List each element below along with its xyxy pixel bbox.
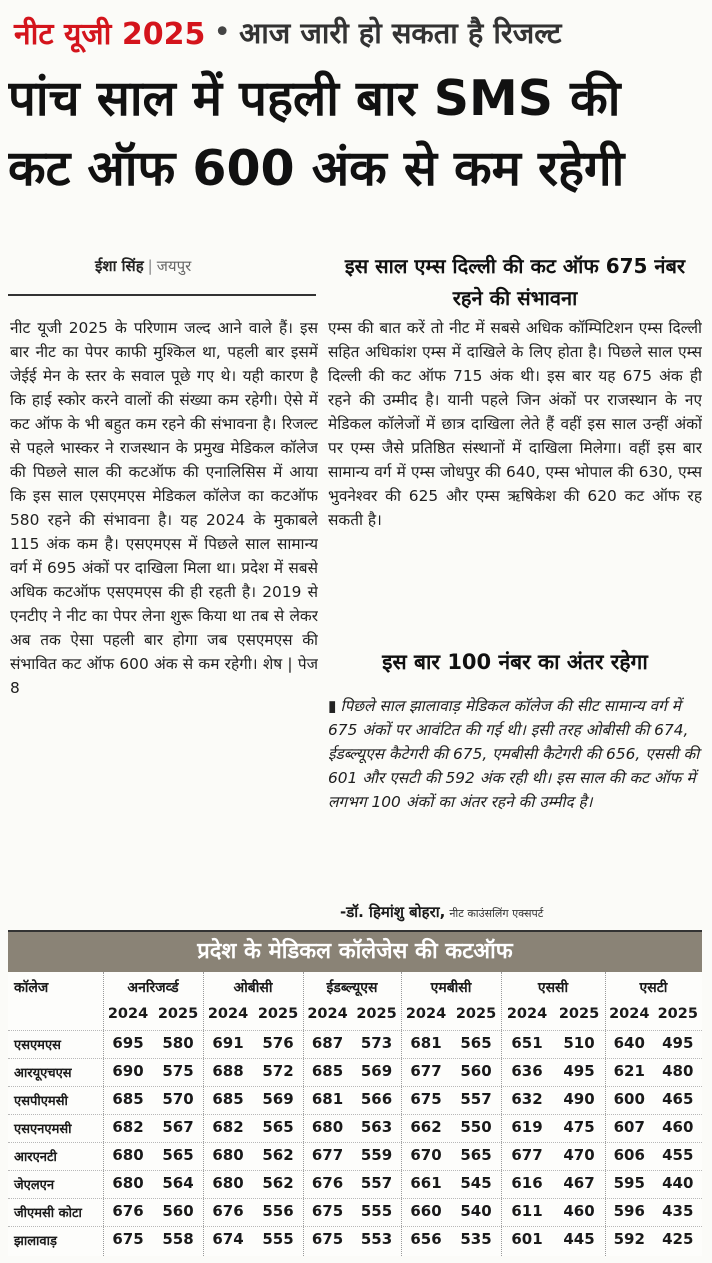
table-year-header: 2025 bbox=[558, 1006, 600, 1022]
table-cell: 570 bbox=[162, 1090, 194, 1108]
table-cell: 662 bbox=[410, 1118, 442, 1136]
table-cell: 680 bbox=[112, 1174, 144, 1192]
table-cell: 616 bbox=[511, 1174, 543, 1192]
table-year-header: 2025 bbox=[657, 1006, 698, 1022]
table-cell: 495 bbox=[563, 1062, 595, 1080]
table-cell: 680 bbox=[212, 1174, 244, 1192]
table-cell: 467 bbox=[563, 1174, 595, 1192]
table-row bbox=[8, 1170, 702, 1196]
table-cell: 651 bbox=[511, 1034, 543, 1052]
table-cell: 676 bbox=[311, 1174, 344, 1192]
table-row-college: एसएमएस bbox=[14, 1038, 61, 1053]
article-left-column: नीट यूजी 2025 के परिणाम जल्द आने वाले हैं। इस बार नीट का पेपर काफी मुश्किल था, पहली बार इसमें जेईई मेन के स्तर के सवाल पूछे गए थे। यही कारण है कि हाई स्कोर करने वालों की संख्या कम रहेगी। ऐसे में कट ऑफ के भी बहुत कम रहने की संभावना है। रिजल्ट से पहले भास्कर ने राजस्थान के प्रमुख मेडिकल कॉलेज की पिछले साल की कटऑफ की एनालिसिस में आया कि इस साल एसएमएस मेडिकल कॉलेज का कटऑफ 580 रहने की संभावना है। यह 2024 के मुकाबले 115 अंक कम है। एसएमएस में पिछले साल सामान्य वर्ग में 695 अंकों पर दाखिला मिला था। प्रदेश में सबसे अधिक कटऑफ एसएमएस की ही रहती है। 2019 से एनटीए ने नीट का पेपर लेना शुरू किया था तब से लेकर अब तक ऐसा पहली बार होगा जब एसएमएस की संभावित कट ऑफ 600 अंक से कम रहेगी। शेष | पेज 8 bbox=[10, 319, 318, 697]
table-cell: 559 bbox=[360, 1146, 393, 1164]
table-column-divider bbox=[303, 972, 304, 1256]
byline-rule bbox=[8, 294, 316, 296]
table-cell: 535 bbox=[460, 1230, 492, 1248]
table-column-divider bbox=[203, 972, 204, 1256]
article-right-column: एम्स की बात करें तो नीट में सबसे अधिक कॉम्पिटिशन एम्स दिल्ली सहित अधिकांश एम्स में दाखिले के लिए होता है। पिछले साल एम्स दिल्ली की कट ऑफ 715 अंक थी। इस बार यह 675 अंक ही रहने की उम्मीद है। यानी पहले जिन अंकों पर राजस्थान के नए मेडिकल कॉलेजों में छात्र दाखिला लेते हैं वहीं इस साल उन्हीं अंकों पर एम्स जैसे प्रतिष्ठित संस्थानों में दाखिला मिलेगा। वहीं इस बार सामान्य वर्ग में एम्स जोधपुर की 640, एम्स भोपाल की 630, एम्स भुवनेश्वर की 625 और एम्स ऋषिकेश की 620 कट ऑफ रह सकती है। bbox=[328, 319, 702, 529]
table-cell: 563 bbox=[360, 1118, 393, 1136]
table-cell: 562 bbox=[262, 1146, 294, 1164]
table-category-header: ईडब्ल्यूएस bbox=[326, 980, 378, 996]
table-cell: 557 bbox=[360, 1174, 393, 1192]
table-cell: 685 bbox=[311, 1062, 344, 1080]
table-cell: 425 bbox=[662, 1230, 694, 1248]
table-cell: 675 bbox=[311, 1230, 344, 1248]
byline bbox=[95, 256, 191, 276]
table-cell: 656 bbox=[410, 1230, 442, 1248]
table-cell: 455 bbox=[662, 1146, 694, 1164]
table-college-header: कॉलेज bbox=[14, 980, 49, 996]
table-row-college: जीएमसी कोटा bbox=[14, 1206, 82, 1221]
table-cell: 619 bbox=[511, 1118, 543, 1136]
table-cell: 560 bbox=[460, 1062, 492, 1080]
table-cell: 660 bbox=[410, 1202, 442, 1220]
table-year-header: 2025 bbox=[257, 1006, 299, 1022]
table-cell: 569 bbox=[262, 1090, 294, 1108]
table-cell: 676 bbox=[112, 1202, 144, 1220]
table-cell: 565 bbox=[460, 1034, 492, 1052]
table-row-college: आरयूएचएस bbox=[14, 1066, 72, 1081]
table-cell: 490 bbox=[563, 1090, 595, 1108]
table-cell: 677 bbox=[511, 1146, 543, 1164]
quote-author-role: नीट काउंसलिंग एक्सपर्ट bbox=[449, 907, 544, 920]
quote-signature bbox=[340, 902, 702, 922]
table-row-college: जेएलएन bbox=[14, 1178, 55, 1193]
table-column-divider bbox=[605, 972, 606, 1256]
table-cell: 690 bbox=[112, 1062, 144, 1080]
headline-line-2: कट ऑफ 600 अंक से कम रहेगी bbox=[8, 140, 625, 197]
table-cell: 681 bbox=[311, 1090, 344, 1108]
table-cell: 680 bbox=[212, 1146, 244, 1164]
table-cell: 691 bbox=[212, 1034, 244, 1052]
subheading-aiims: इस साल एम्स दिल्ली की कट ऑफ 675 नंबर रहने की संभावना bbox=[344, 254, 686, 310]
table-row bbox=[8, 1030, 702, 1056]
table-cell: 580 bbox=[162, 1034, 194, 1052]
table-category-header: एसटी bbox=[639, 980, 668, 996]
table-cell: 607 bbox=[613, 1118, 645, 1136]
table-cell: 555 bbox=[360, 1202, 393, 1220]
table-cell: 565 bbox=[460, 1146, 492, 1164]
table-row-college: आरएनटी bbox=[14, 1150, 57, 1165]
table-row bbox=[8, 1142, 702, 1168]
table-cell: 575 bbox=[162, 1062, 194, 1080]
table-year-header: 2024 bbox=[405, 1006, 447, 1022]
table-category-header: एससी bbox=[537, 980, 569, 996]
table-category-header: एमबीसी bbox=[430, 980, 472, 996]
table-cell: 553 bbox=[360, 1230, 393, 1248]
table-cell: 573 bbox=[360, 1034, 393, 1052]
table-cell: 676 bbox=[212, 1202, 244, 1220]
headline-line-1: पांच साल में पहली बार SMS की bbox=[8, 70, 621, 127]
table-cell: 465 bbox=[662, 1090, 694, 1108]
table-cell: 600 bbox=[613, 1090, 645, 1108]
table-column-divider bbox=[103, 972, 104, 1256]
byline-author: ईशा सिंह bbox=[95, 257, 144, 275]
table-year-header: 2024 bbox=[207, 1006, 249, 1022]
table-cell: 470 bbox=[563, 1146, 595, 1164]
table-cell: 480 bbox=[662, 1062, 694, 1080]
table-cell: 688 bbox=[212, 1062, 244, 1080]
table-row bbox=[8, 1114, 702, 1140]
table-cell: 557 bbox=[460, 1090, 492, 1108]
table-cell: 445 bbox=[563, 1230, 595, 1248]
table-cell: 460 bbox=[563, 1202, 595, 1220]
headline bbox=[8, 64, 704, 204]
table-cell: 636 bbox=[511, 1062, 543, 1080]
table-cell: 685 bbox=[112, 1090, 144, 1108]
quote-text: पिछले साल झालावाड़ मेडिकल कॉलेज की सीट सामान्य वर्ग में 675 अंकों पर आवंटित की गई थी। इसी तरह ओबीसी की 674, ईडब्ल्यूएस कैटेगरी की 675, एमबीसी कैटेगरी की 656, एससी की 601 और एसटी की 592 अंक रही थी। इस साल की कट ऑफ में लगभग 100 अंकों का अंतर रहने की उम्मीद है। bbox=[328, 697, 700, 811]
kicker-text: आज जारी हो सकता है रिजल्ट bbox=[239, 15, 562, 50]
table-cell: 440 bbox=[662, 1174, 694, 1192]
table-year-header: 2024 bbox=[107, 1006, 149, 1022]
table-cell: 475 bbox=[563, 1118, 595, 1136]
table-cell: 677 bbox=[311, 1146, 344, 1164]
table-row bbox=[8, 1226, 702, 1252]
table-row bbox=[8, 1198, 702, 1224]
table-column-divider bbox=[501, 972, 502, 1256]
table-cell: 675 bbox=[410, 1090, 442, 1108]
table-cell: 567 bbox=[162, 1118, 194, 1136]
table-cell: 640 bbox=[613, 1034, 645, 1052]
table-category-header: ओबीसी bbox=[233, 980, 273, 996]
table-year-header: 2025 bbox=[455, 1006, 497, 1022]
table-cell: 558 bbox=[162, 1230, 194, 1248]
table-cell: 592 bbox=[613, 1230, 645, 1248]
table-cell: 621 bbox=[613, 1062, 645, 1080]
table-title: प्रदेश के मेडिकल कॉलेजेस की कटऑफ bbox=[8, 932, 702, 972]
table-cell: 611 bbox=[511, 1202, 543, 1220]
table-year-header: 2025 bbox=[157, 1006, 199, 1022]
table-cell: 680 bbox=[112, 1146, 144, 1164]
table-cell: 681 bbox=[410, 1034, 442, 1052]
table-cell: 435 bbox=[662, 1202, 694, 1220]
table-row-college: झालावाड़ bbox=[14, 1234, 57, 1249]
table-cell: 560 bbox=[162, 1202, 194, 1220]
table-cell: 606 bbox=[613, 1146, 645, 1164]
expert-quote bbox=[328, 694, 702, 904]
table-cell: 682 bbox=[112, 1118, 144, 1136]
table-header bbox=[8, 972, 702, 1030]
table-cell: 680 bbox=[311, 1118, 344, 1136]
table-row bbox=[8, 1058, 702, 1084]
table-cell: 632 bbox=[511, 1090, 543, 1108]
table-cell: 682 bbox=[212, 1118, 244, 1136]
table-cell: 550 bbox=[460, 1118, 492, 1136]
byline-separator: | bbox=[147, 257, 153, 275]
table-cell: 545 bbox=[460, 1174, 492, 1192]
table-cell: 595 bbox=[613, 1174, 645, 1192]
table-cell: 556 bbox=[262, 1202, 294, 1220]
table-cell: 576 bbox=[262, 1034, 294, 1052]
table-year-header: 2024 bbox=[609, 1006, 650, 1022]
table-cell: 460 bbox=[662, 1118, 694, 1136]
table-cell: 564 bbox=[162, 1174, 194, 1192]
table-cell: 674 bbox=[212, 1230, 244, 1248]
table-cell: 565 bbox=[162, 1146, 194, 1164]
table-cell: 510 bbox=[563, 1034, 595, 1052]
table-cell: 540 bbox=[460, 1202, 492, 1220]
table-cell: 601 bbox=[511, 1230, 543, 1248]
table-row-college: एसएनएमसी bbox=[14, 1122, 72, 1137]
table-cell: 566 bbox=[360, 1090, 393, 1108]
table-column-divider bbox=[401, 972, 402, 1256]
kicker-tag: नीट यूजी 2025 bbox=[14, 16, 206, 52]
table-cell: 685 bbox=[212, 1090, 244, 1108]
table-year-header: 2024 bbox=[307, 1006, 348, 1022]
table-cell: 670 bbox=[410, 1146, 442, 1164]
table-cell: 565 bbox=[262, 1118, 294, 1136]
kicker-dot: • bbox=[213, 14, 232, 50]
table-cell: 677 bbox=[410, 1062, 442, 1080]
table-cell: 661 bbox=[410, 1174, 442, 1192]
table-cell: 572 bbox=[262, 1062, 294, 1080]
cutoff-table bbox=[8, 930, 702, 1256]
quote-bullet: ▮ bbox=[328, 697, 337, 715]
table-cell: 695 bbox=[112, 1034, 144, 1052]
table-cell: 675 bbox=[112, 1230, 144, 1248]
table-cell: 596 bbox=[613, 1202, 645, 1220]
table-row-college: एसपीएमसी bbox=[14, 1094, 68, 1109]
table-cell: 495 bbox=[662, 1034, 694, 1052]
quote-author: -डॉ. हिमांशु बोहरा, bbox=[340, 903, 446, 921]
table-cell: 687 bbox=[311, 1034, 344, 1052]
table-cell: 569 bbox=[360, 1062, 393, 1080]
table-row bbox=[8, 1086, 702, 1112]
table-cell: 555 bbox=[262, 1230, 294, 1248]
kicker bbox=[14, 8, 704, 56]
table-cell: 675 bbox=[311, 1202, 344, 1220]
table-year-header: 2024 bbox=[506, 1006, 548, 1022]
byline-city: जयपुर bbox=[156, 257, 192, 275]
table-category-header: अनरिजर्व्ड bbox=[127, 980, 179, 996]
table-cell: 562 bbox=[262, 1174, 294, 1192]
subheading-difference: इस बार 100 नंबर का अंतर रहेगा bbox=[382, 650, 648, 674]
table-year-header: 2025 bbox=[356, 1006, 397, 1022]
